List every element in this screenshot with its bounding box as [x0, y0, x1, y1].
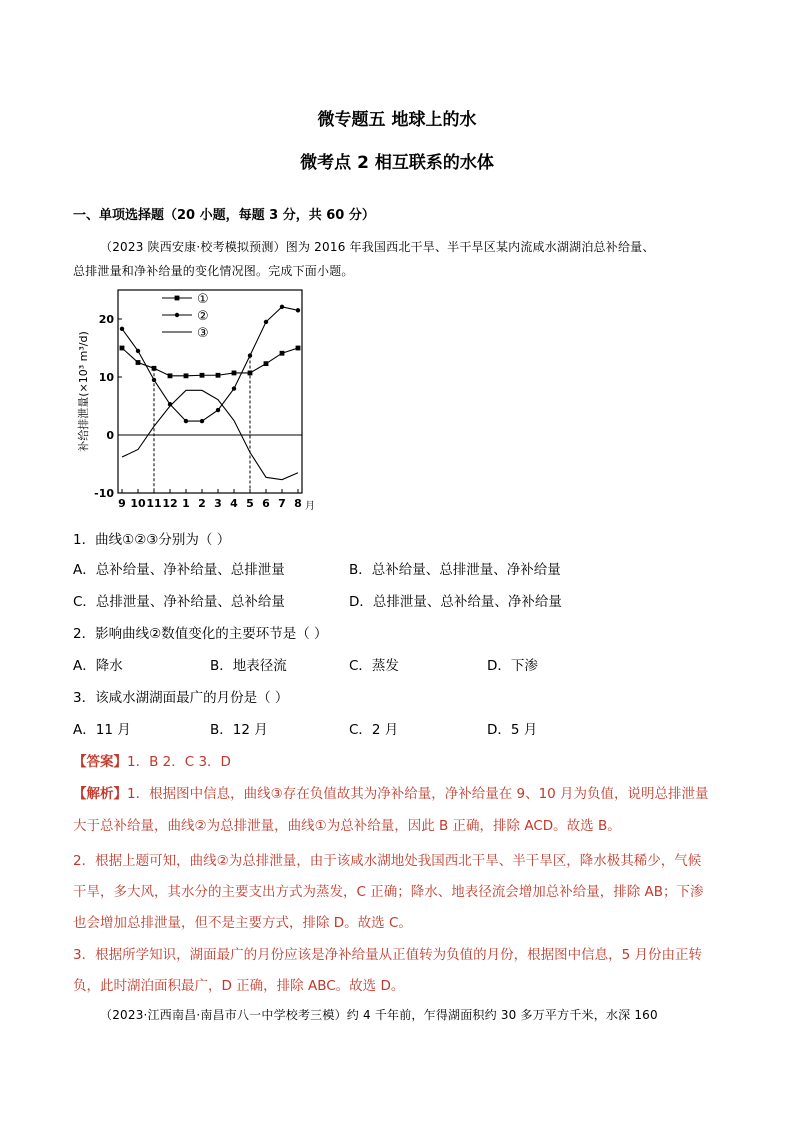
x-tick-label-8: 5	[246, 497, 254, 510]
analysis-line-6: 3．根据所学知识，湖面最广的月份应该是净补给量从正值转为负值的月份，根据图中信息，5 月份由正转	[73, 947, 702, 963]
analysis-line-4: 干旱，多大风，其水分的主要支出方式为蒸发，C 正确；降水、地表径流会增加总补给量，排除 AB；下渗	[73, 884, 704, 900]
section-heading: 一、单项选择题（20 小题，每题 3 分，共 60 分）	[73, 208, 375, 223]
page-title: 微专题五 地球上的水	[317, 110, 477, 130]
question-2-option-b: B．地表径流	[210, 658, 287, 674]
series-1-point-0	[120, 346, 125, 351]
question-1-stem: 1．曲线①②③分别为（ ）	[73, 532, 231, 548]
x-tick-label-4: 1	[182, 497, 190, 510]
question-3-option-d: D．5 月	[487, 722, 538, 738]
x-tick-label-2: 11	[146, 497, 162, 510]
intro-line-2: 总排泄量和净补给量的变化情况图。完成下面小题。	[73, 264, 354, 278]
series-2-point-10	[280, 305, 284, 309]
x-tick-label-9: 6	[262, 497, 270, 510]
y-axis-label: 补给排泄量(×10³ m³/d)	[77, 331, 90, 452]
answer-label: 【答案】	[73, 754, 127, 770]
answer-line	[73, 750, 231, 770]
y-tick-label-1: 10	[98, 371, 114, 384]
series-1-point-11	[296, 346, 301, 351]
series-2-point-7	[232, 386, 236, 390]
legend-label-1: ①	[197, 292, 209, 307]
series-1-point-6	[216, 373, 221, 378]
next-question-intro: （2023·江西南昌·南昌市八一中学校考三模）约 4 千年前，乍得湖面积约 30 多万平方千米，水深 160	[100, 1008, 658, 1022]
x-tick-label-3: 12	[162, 497, 178, 510]
x-tick-label-7: 4	[230, 497, 238, 510]
question-3-option-a: A．11 月	[73, 722, 131, 738]
x-axis-unit: 月	[305, 501, 315, 512]
legend-marker-1	[175, 296, 180, 301]
series-1-point-10	[280, 351, 285, 356]
analysis-text-1: 1．根据图中信息，曲线③存在负值故其为净补给量，净补给量在 9、10 月为负值，说明总排泄量	[127, 786, 709, 802]
series-1-point-1	[136, 360, 141, 365]
question-2-option-c: C．蒸发	[349, 658, 399, 674]
x-tick-label-1: 10	[130, 497, 146, 510]
question-2-option-d: D．下渗	[487, 658, 538, 674]
series-2-point-6	[216, 408, 220, 412]
y-tick-label-0: 20	[98, 313, 114, 326]
series-2-point-11	[296, 308, 300, 312]
series-1-point-5	[200, 373, 205, 378]
legend-marker-2	[175, 313, 179, 317]
analysis-label: 【解析】	[73, 786, 127, 802]
series-2-point-9	[264, 320, 268, 324]
answer-text: 1．B 2．C 3．D	[127, 754, 231, 770]
question-1-option-b: B．总补给量、总排泄量、净补给量	[349, 562, 561, 578]
plot-frame	[118, 290, 302, 493]
analysis-line-7: 负，此时湖泊面积最广，D 正确，排除 ABC。故选 D。	[73, 978, 405, 994]
question-3-stem: 3．该咸水湖湖面最广的月份是（ ）	[73, 690, 289, 706]
series-2-point-0	[120, 327, 124, 331]
x-tick-label-6: 3	[214, 497, 222, 510]
legend-label-3: ③	[197, 326, 209, 341]
legend-label-2: ②	[197, 309, 209, 324]
analysis-line-1	[73, 782, 709, 802]
series-2-point-8	[248, 353, 252, 357]
series-1-point-9	[264, 361, 269, 366]
intro-line-1: （2023 陕西安康·校考模拟预测）图为 2016 年我国西北干旱、半干旱区某内流咸水湖湖泊总补给量、	[100, 240, 655, 254]
x-tick-label-0: 9	[118, 497, 126, 510]
series-2-point-1	[136, 349, 140, 353]
question-1-option-c: C．总排泄量、净补给量、总补给量	[73, 594, 285, 610]
series-line-2	[122, 307, 298, 421]
x-tick-label-5: 2	[198, 497, 206, 510]
question-3-option-b: B．12 月	[210, 722, 268, 738]
series-line-1	[122, 348, 298, 376]
analysis-line-3: 2．根据上题可知，曲线②为总排泄量，由于该咸水湖地处我国西北干旱、半干旱区，降水极其稀少，气候	[73, 853, 702, 869]
question-2-option-a: A．降水	[73, 658, 123, 674]
analysis-line-5: 也会增加总排泄量，但不是主要方式，排除 D。故选 C。	[73, 915, 412, 931]
question-2-stem: 2．影响曲线②数值变化的主要环节是（ ）	[73, 626, 328, 642]
series-2-point-5	[200, 419, 204, 423]
series-1-point-3	[168, 373, 173, 378]
water-balance-chart	[70, 284, 320, 514]
series-1-point-8	[248, 371, 253, 376]
series-1-point-2	[152, 366, 157, 371]
question-1-option-a: A．总补给量、净补给量、总排泄量	[73, 562, 285, 578]
page-subtitle: 微考点 2 相互联系的水体	[300, 153, 494, 173]
series-1-point-4	[184, 373, 189, 378]
x-tick-label-10: 7	[278, 497, 286, 510]
y-tick-label-3: -10	[94, 487, 114, 500]
y-tick-label-2: 0	[106, 429, 114, 442]
question-1-option-d: D．总排泄量、总补给量、净补给量	[349, 594, 562, 610]
x-tick-label-11: 8	[294, 497, 302, 510]
series-2-point-2	[152, 378, 156, 382]
series-2-point-4	[184, 419, 188, 423]
analysis-line-2: 大于总补给量，曲线②为总排泄量，曲线①为总补给量，因此 B 正确，排除 ACD。故选 B。	[73, 818, 621, 834]
question-3-option-c: C．2 月	[349, 722, 399, 738]
series-1-point-7	[232, 371, 237, 376]
